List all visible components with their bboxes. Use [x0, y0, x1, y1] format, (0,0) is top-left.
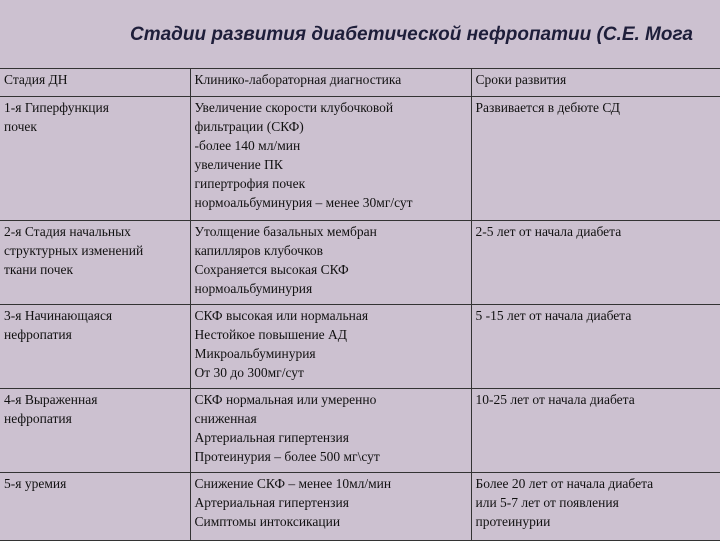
nephropathy-stages-table — [0, 68, 720, 541]
header-cell-timing: Сроки развития — [471, 69, 720, 97]
stage-cell: 2-я Стадия начальных структурных изменений ткани почек — [0, 221, 190, 305]
diagnostics-cell: Утолщение базальных мембран капилляров клубочков Сохраняется высокая СКФ нормоальбуминурия — [190, 221, 471, 305]
stage-cell: 1-я Гиперфункция почек — [0, 97, 190, 221]
timing-cell: 2-5 лет от начала диабета — [471, 221, 720, 305]
table-row — [0, 389, 720, 473]
timing-cell: 10-25 лет от начала диабета — [471, 389, 720, 473]
diagnostics-cell: Снижение СКФ – менее 10мл/мин Артериальная гипертензия Симптомы интоксикации — [190, 473, 471, 541]
stage-cell: 3-я Начинающаяся нефропатия — [0, 305, 190, 389]
table-row — [0, 97, 720, 221]
timing-cell: Более 20 лет от начала диабета или 5-7 лет от появления протеинурии — [471, 473, 720, 541]
diagnostics-cell: Увеличение скорости клубочковой фильтрации (СКФ) -более 140 мл/мин увеличение ПК гипертрофия почек нормоальбуминурия – менее 30мг/сут — [190, 97, 471, 221]
slide-title: Стадии развития диабетической нефропатии (С.Е. Мога — [130, 24, 693, 45]
timing-cell: 5 -15 лет от начала диабета — [471, 305, 720, 389]
header-cell-diagnostics: Клинико-лабораторная диагностика — [190, 69, 471, 97]
table-row — [0, 473, 720, 541]
stage-cell: 5-я уремия — [0, 473, 190, 541]
timing-cell: Развивается в дебюте СД — [471, 97, 720, 221]
diagnostics-cell: СКФ нормальная или умеренно сниженная Артериальная гипертензия Протеинурия – более 500 мг\сут — [190, 389, 471, 473]
table-row — [0, 221, 720, 305]
diagnostics-cell: СКФ высокая или нормальная Нестойкое повышение АД Микроальбуминурия От 30 до 300мг/сут — [190, 305, 471, 389]
header-cell-stage: Стадия ДН — [0, 69, 190, 97]
table-row — [0, 305, 720, 389]
header-row — [0, 69, 720, 97]
stage-cell: 4-я Выраженная нефропатия — [0, 389, 190, 473]
